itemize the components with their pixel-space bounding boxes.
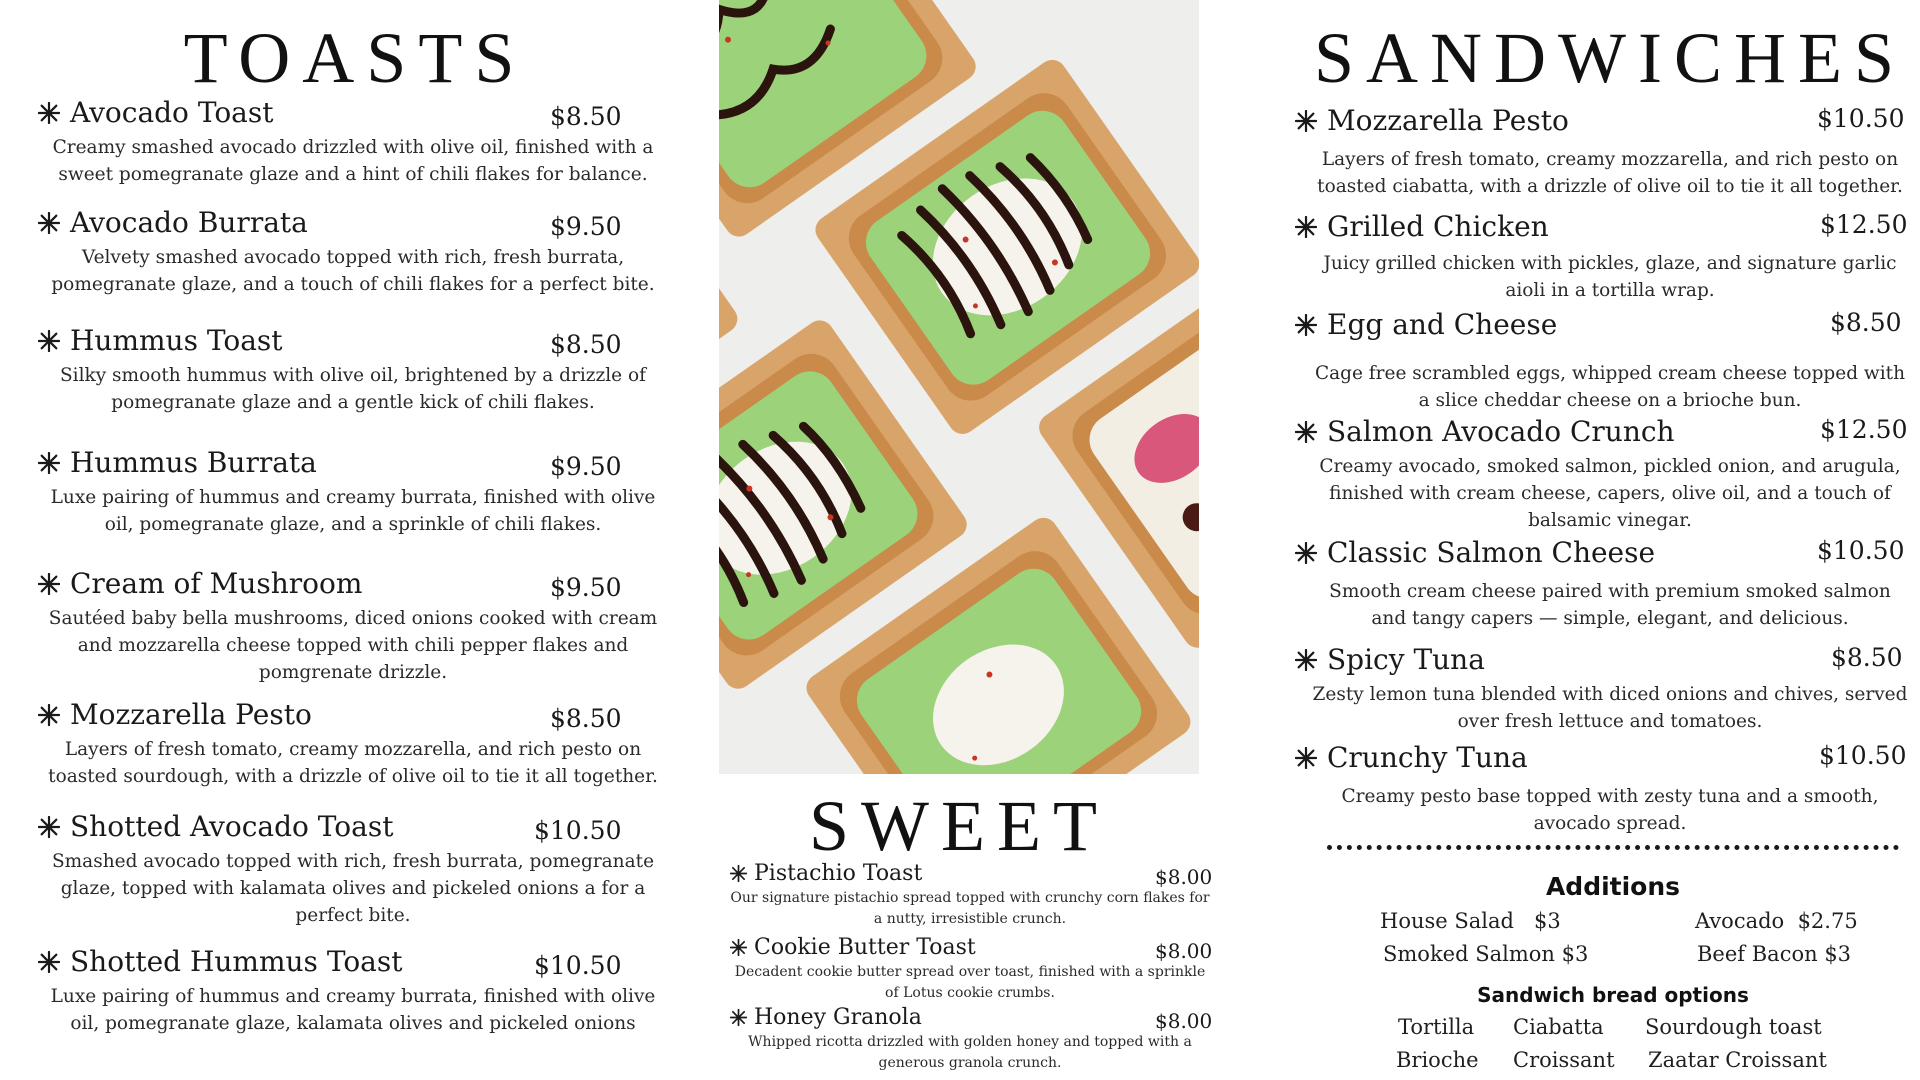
avocado-toast-photo — [719, 0, 1199, 774]
item-name-text: Pistachio Toast — [754, 861, 923, 886]
star-icon — [38, 212, 60, 234]
item-description: Creamy pesto base topped with zesty tuna and a smooth, avocado spread. — [1341, 786, 1879, 834]
item-name-text: Avocado Burrata — [70, 206, 308, 239]
star-icon — [730, 1009, 747, 1026]
item-name-text: Cream of Mushroom — [70, 567, 363, 600]
star-icon — [38, 330, 60, 352]
item-description: Decadent cookie butter spread over toast, finished with a sprinkle of Lotus cookie crumbs. — [734, 964, 1206, 1001]
item-price: $10.50 — [534, 951, 622, 980]
item-name — [38, 324, 283, 357]
item-name-text: Shotted Avocado Toast — [70, 810, 394, 843]
item-price: $12.50 — [1820, 210, 1908, 239]
item-description: Sautéed baby bella mushrooms, diced onions cooked with cream and mozzarella cheese topped with chili pepper flakes and pomgrenate drizzle. — [48, 608, 658, 683]
item-name-text: Hummus Burrata — [70, 446, 317, 479]
star-icon — [1295, 649, 1317, 671]
item-price: $8.50 — [1830, 308, 1902, 337]
sandwiches-title: SANDWICHES — [1313, 18, 1906, 98]
item-name — [730, 935, 976, 960]
item-name-text: Shotted Hummus Toast — [70, 945, 403, 978]
star-icon — [38, 102, 60, 124]
item-name — [38, 698, 312, 731]
item-price: $9.50 — [550, 212, 622, 241]
item-description: Silky smooth hummus with olive oil, brightened by a drizzle of pomegranate glaze and a gentle kick of chili flakes. — [59, 365, 646, 413]
item-price: $8.00 — [1155, 865, 1213, 889]
item-price: $9.50 — [550, 573, 622, 602]
bread-option: Brioche — [1396, 1048, 1479, 1072]
star-icon — [1295, 421, 1317, 443]
item-name — [730, 861, 922, 886]
bread-option: Ciabatta — [1513, 1015, 1604, 1039]
item-price: $8.50 — [550, 704, 622, 733]
star-icon — [38, 452, 60, 474]
item-name-text: Honey Granola — [754, 1005, 922, 1030]
star-icon — [38, 951, 60, 973]
item-name-text: Spicy Tuna — [1327, 643, 1485, 676]
item-name-text: Hummus Toast — [70, 324, 283, 357]
item-price: $8.00 — [1155, 1009, 1213, 1033]
bread-option: Croissant — [1513, 1048, 1615, 1072]
item-price: $10.50 — [1817, 104, 1905, 133]
toasts-title: TOASTS — [183, 18, 527, 98]
item-price: $10.50 — [534, 816, 622, 845]
item-name-text: Avocado Toast — [70, 96, 274, 129]
bread-option: Tortilla — [1398, 1015, 1475, 1039]
star-icon — [1295, 110, 1317, 132]
item-name-text: Cookie Butter Toast — [754, 935, 976, 960]
star-icon — [38, 704, 60, 726]
item-description: Cage free scrambled eggs, whipped cream cheese topped with a slice cheddar cheese on a brioche bun. — [1314, 363, 1906, 411]
item-name — [38, 446, 317, 479]
item-name — [38, 945, 403, 978]
item-description: Layers of fresh tomato, creamy mozzarella, and rich pesto on toasted sourdough, with a drizzle of olive oil to tie it all together. — [48, 739, 658, 787]
item-name — [1295, 741, 1528, 774]
item-description: Velvety smashed avocado topped with rich, fresh burrata, pomegranate glaze, and a touch of chili flakes for a perfect bite. — [51, 247, 655, 295]
star-icon — [38, 573, 60, 595]
item-description: Luxe pairing of hummus and creamy burrata, finished with olive oil, pomegranate glaze, kalamata olives and pickeled onions — [50, 986, 656, 1034]
item-name-text: Salmon Avocado Crunch — [1327, 415, 1675, 448]
item-name — [38, 567, 362, 600]
bread-option: Zaatar Croissant — [1648, 1048, 1827, 1072]
item-name-text: Crunchy Tuna — [1327, 741, 1528, 774]
item-name — [1295, 536, 1655, 569]
star-icon — [1295, 747, 1317, 769]
item-description: Luxe pairing of hummus and creamy burrata, finished with olive oil, pomegranate glaze, and a sprinkle of chili flakes. — [50, 487, 656, 535]
item-description: Creamy avocado, smoked salmon, pickled onion, and arugula, finished with cream cheese, capers, olive oil, and a touch of balsamic vinegar. — [1319, 456, 1901, 531]
item-description: Smashed avocado topped with rich, fresh burrata, pomegranate glaze, topped with kalamata olives and pickeled onions a for a perfect bite. — [51, 851, 655, 926]
item-description: Our signature pistachio spread topped with crunchy corn flakes for a nutty, irresistible crunch. — [730, 890, 1210, 927]
item-price: $8.50 — [550, 330, 622, 359]
sweet-title: SWEET — [809, 786, 1109, 866]
addition-item: Avocado $2.75 — [1695, 909, 1858, 933]
star-icon — [730, 865, 747, 882]
item-description: Zesty lemon tuna blended with diced onions and chives, served over fresh lettuce and tomatoes. — [1312, 684, 1908, 732]
item-name — [730, 1005, 922, 1030]
star-icon — [38, 816, 60, 838]
item-name — [38, 96, 274, 129]
bread-option: Sourdough toast — [1645, 1015, 1822, 1039]
item-description: Juicy grilled chicken with pickles, glaze, and signature garlic aioli in a tortilla wrap. — [1323, 253, 1897, 301]
addition-item: Smoked Salmon $3 — [1383, 942, 1589, 966]
item-name-text: Mozzarella Pesto — [70, 698, 312, 731]
item-price: $9.50 — [550, 452, 622, 481]
item-price: $10.50 — [1817, 536, 1905, 565]
item-name — [1295, 104, 1569, 137]
item-name — [1295, 643, 1485, 676]
item-price: $8.50 — [550, 102, 622, 131]
star-icon — [1295, 314, 1317, 336]
additions-title: Additions — [1545, 872, 1681, 901]
item-name-text: Grilled Chicken — [1327, 210, 1549, 243]
addition-item: House Salad $3 — [1380, 909, 1561, 933]
item-price: $8.00 — [1155, 939, 1213, 963]
star-icon — [1295, 216, 1317, 238]
star-icon — [730, 939, 747, 956]
item-description: Smooth cream cheese paired with premium smoked salmon and tangy capers — simple, elegant, and delicious. — [1329, 581, 1891, 629]
item-name-text: Egg and Cheese — [1327, 308, 1558, 341]
item-name — [1295, 415, 1675, 448]
item-price: $8.50 — [1831, 643, 1903, 672]
divider — [1327, 845, 1899, 850]
item-name — [38, 810, 393, 843]
item-price: $10.50 — [1819, 741, 1907, 770]
item-name-text: Mozzarella Pesto — [1327, 104, 1569, 137]
item-name — [1295, 210, 1549, 243]
item-name — [1295, 308, 1557, 341]
item-name-text: Classic Salmon Cheese — [1327, 536, 1656, 569]
addition-item: Beef Bacon $3 — [1697, 942, 1852, 966]
item-price: $12.50 — [1820, 415, 1908, 444]
item-description: Creamy smashed avocado drizzled with olive oil, finished with a sweet pomegranate glaze and a hint of chili flakes for balance. — [52, 137, 654, 185]
item-description: Layers of fresh tomato, creamy mozzarella, and rich pesto on toasted ciabatta, with a drizzle of olive oil to tie it all together. — [1317, 149, 1903, 197]
star-icon — [1295, 542, 1317, 564]
item-name — [38, 206, 308, 239]
item-description: Whipped ricotta drizzled with golden honey and topped with a generous granola crunch. — [748, 1034, 1192, 1071]
bread-options-title: Sandwich bread options — [1477, 983, 1749, 1007]
